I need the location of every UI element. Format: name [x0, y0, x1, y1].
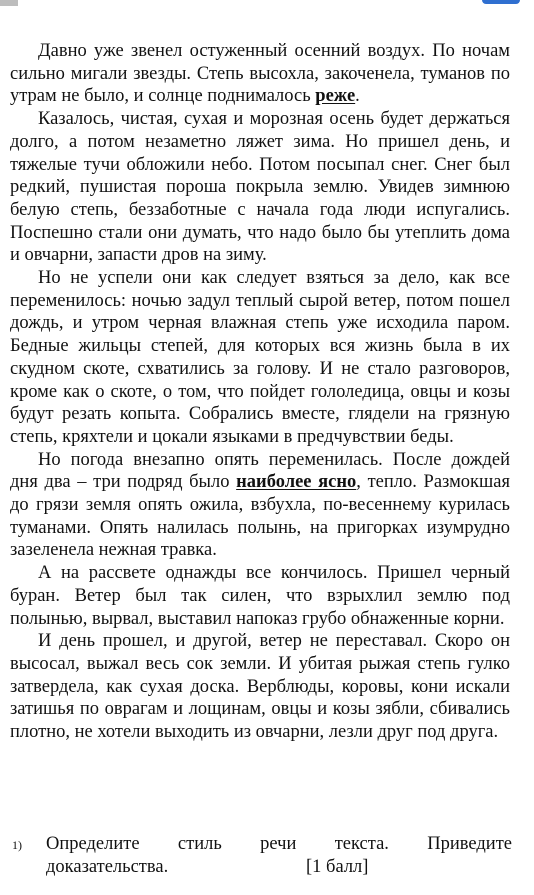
paragraph-3: Но не успели они как следует взяться за дело, как все переменилось: ночью задул теплый сырой ветер, потом пошел дождь, и утром черная влажная степь уже исходила паром. Бедные жильцы степей, для которых вся жизнь была в их скудном скоте, схватились за голову. И не стало разговоров, кроме как о скоте, о том, что пойдет гололедица, овцы и козы будут резать копыта. Собрались вместе, глядели на грязную степь, кряхтели и цокали языками в предчувствии беды. [10, 268, 510, 447]
task-question [12, 833, 512, 878]
top-edge-fragment-right [482, 0, 520, 4]
paragraph-4: Но погода внезапно опять переменилась. После дождей дня два – три подряд было наиболее ясно, тепло. Размокшая до грязи земля опять ожила, взбухла, по-весеннему курилась туманами. Опять налилась полынь, на пригорках изумрудно зазеленела нежная травка. [10, 449, 510, 561]
question-text-continued: доказательства. [46, 857, 169, 877]
paragraph-6: И день прошел, и другой, ветер не переставал. Скоро он высосал, выжал весь сок земли. И убитая рыжая степь гулко затвердела, как сухая доска. Верблюды, коровы, кони искали затишья по оврагам и лощинам, овцы и козы зябли, сбивались плотно, не хотели выходить из овчарни, лезли друг под друга. [10, 631, 510, 743]
paragraph-5: А на рассвете однажды все кончилось. Пришел черный буран. Ветер был так силен, что взрыхлил землю под полынью, вырвал, выставил напоказ грубо обнаженные корни. [10, 563, 510, 629]
text-body [10, 40, 510, 744]
question-number: 1) [12, 838, 22, 852]
underlined-word: реже [315, 86, 356, 107]
question-text: Определите стиль речи текста. Приведите [46, 834, 512, 854]
paragraph-1: Давно уже звенел остуженный осенний воздух. По ночам сильно мигали звезды. Степь высохла, закоченела, туманов по утрам не было, и солнце поднималось реже. [10, 41, 510, 107]
top-edge-fragment-left [0, 0, 18, 6]
paragraph-2: Казалось, чистая, сухая и морозная осень будет держаться долго, а потом незаметно ляжет зима. Но пришел день, и тяжелые тучи обложили небо. Потом посыпал снег. Снег был редкий, пушистая пороша покрыла землю. Увидев зимнюю белую степь, беззаботные с начала года люди испугались. Поспешно стали они думать, что надо было бы утеплить дома и овчарни, запасти дров на зиму. [10, 109, 510, 266]
question-score: [1 балл] [306, 857, 369, 877]
underlined-phrase: наиболее ясно [236, 472, 357, 493]
